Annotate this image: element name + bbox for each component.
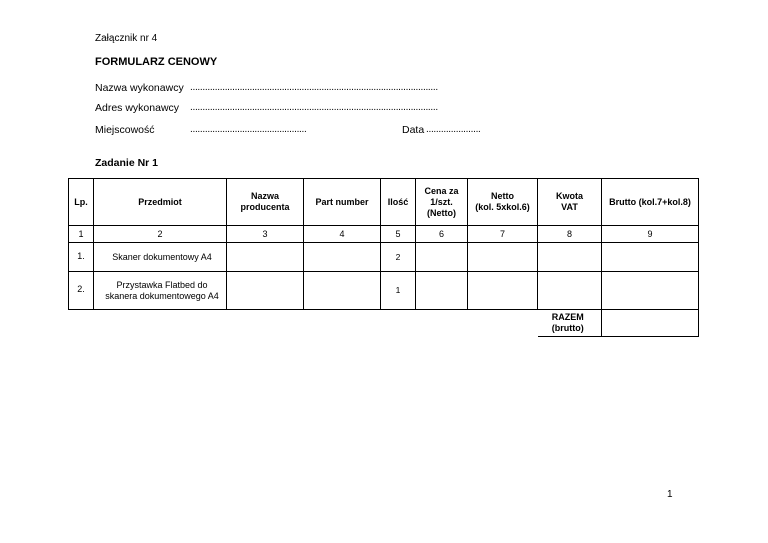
col-number: 5 [381,226,416,243]
contractor-address-label: Adres wykonawcy [95,102,180,114]
header-part-number: Part number [304,179,381,226]
total-value-cell[interactable] [602,310,699,337]
row-netto-cell[interactable] [468,272,538,310]
page-number: 1 [667,489,673,500]
row-item [94,272,227,310]
table-row [69,272,699,310]
row-producer-cell[interactable] [227,243,304,272]
column-number-row [69,226,699,243]
contractor-name-label: Nazwa wykonawcy [95,82,184,94]
row-netto-cell[interactable] [468,243,538,272]
table-row [69,243,699,272]
header-producer-line2: producenta [240,202,290,212]
row-lp: 2. [69,272,94,310]
header-producer [227,179,304,226]
header-vat-line2: VAT [561,202,578,212]
header-item: Przedmiot [94,179,227,226]
row-vat-cell[interactable] [538,272,602,310]
total-label [538,310,602,337]
date-label: Data [402,124,425,136]
header-row [69,179,699,226]
col-number: 9 [602,226,699,243]
col-number: 4 [304,226,381,243]
row-part-number-cell[interactable] [304,272,381,310]
price-table [68,178,699,337]
annex-label: Załącznik nr 4 [95,33,158,44]
row-qty: 1 [381,272,416,310]
header-unit-price-line3: (Netto) [427,207,456,218]
header-unit-price-line1: Cena za [424,185,459,196]
row-qty: 2 [381,243,416,272]
row-part-number-cell[interactable] [304,243,381,272]
col-number: 2 [94,226,227,243]
col-number: 6 [416,226,468,243]
total-label-line1: RAZEM [551,312,584,322]
header-lp: Lp. [69,179,94,226]
row-lp: 1. [69,243,94,272]
total-label-line2: (brutto) [551,323,584,333]
row-item-line2: skanera dokumentowego A4 [105,290,219,301]
contractor-address-field[interactable]: .................................................................................................... [190,102,438,113]
header-unit-price [416,179,468,226]
row-brutto-cell[interactable] [602,243,699,272]
header-netto-line2: (kol. 5xkol.6) [475,202,530,212]
form-title: FORMULARZ CENOWY [95,56,218,68]
row-item-line1: Przystawka Flatbed do [116,279,208,290]
header-qty: Ilość [381,179,416,226]
row-unit-price-cell[interactable] [416,243,468,272]
task-title: Zadanie Nr 1 [95,157,159,169]
row-vat-cell[interactable] [538,243,602,272]
place-field[interactable]: ............................................... [190,124,307,135]
header-netto-line1: Netto [491,191,514,201]
col-number: 3 [227,226,304,243]
row-item: Skaner dokumentowy A4 [94,243,227,272]
header-producer-line1: Nazwa [250,191,279,201]
contractor-name-field[interactable]: .................................................................................................... [190,82,438,93]
col-number: 8 [538,226,602,243]
date-field[interactable]: ...................... [426,124,481,135]
header-netto [468,179,538,226]
place-label: Miejscowość [95,124,155,136]
row-producer-cell[interactable] [227,272,304,310]
header-brutto: Brutto (kol.7+kol.8) [602,179,699,226]
col-number: 7 [468,226,538,243]
header-unit-price-line2: 1/szt. [430,196,453,207]
header-vat-line1: Kwota [556,191,583,201]
header-vat [538,179,602,226]
row-brutto-cell[interactable] [602,272,699,310]
total-row [69,310,699,337]
row-unit-price-cell[interactable] [416,272,468,310]
col-number: 1 [69,226,94,243]
